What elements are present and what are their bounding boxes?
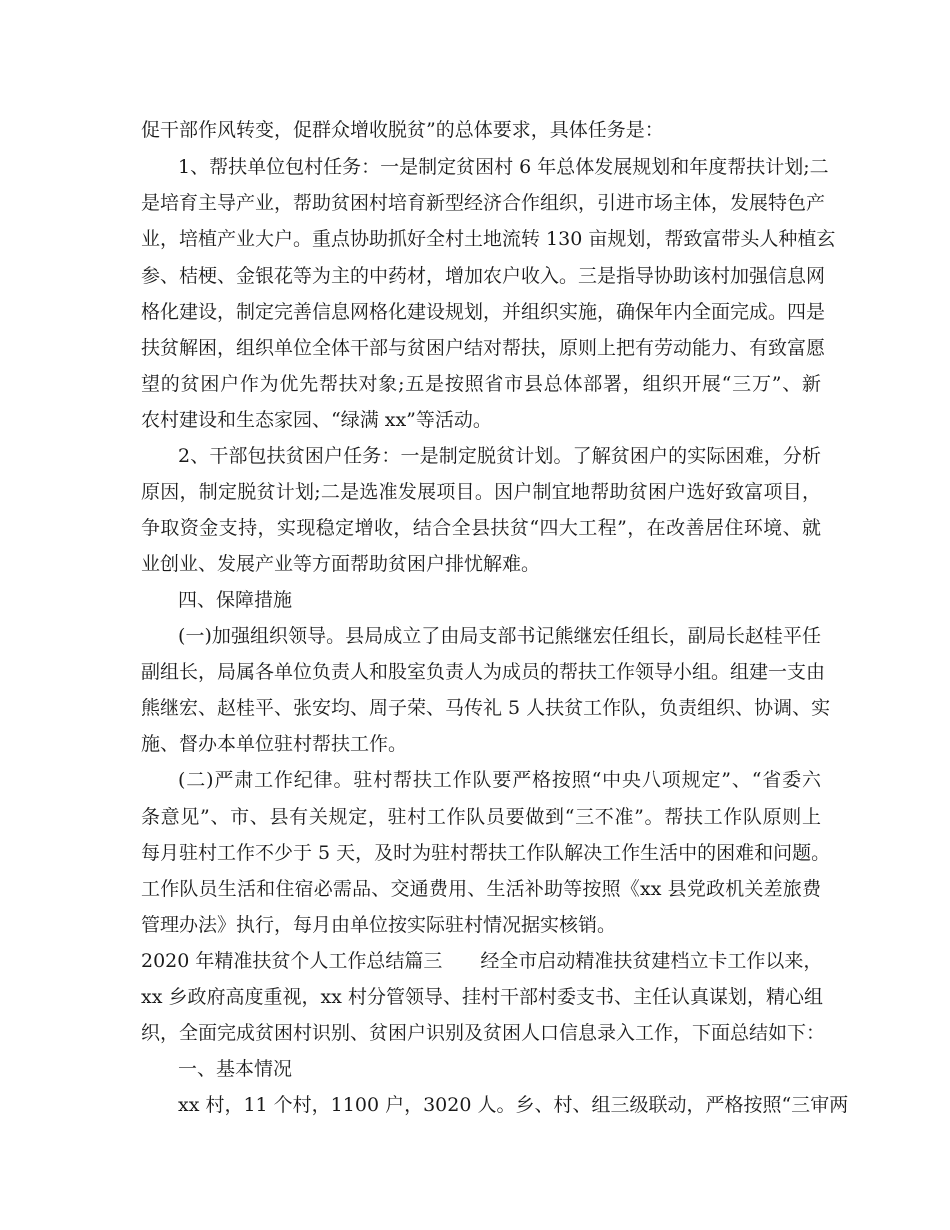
text-line: 扶贫解困，组织单位全体干部与贫困户结对帮扶，原则上把有劳动能力、有致富愿 xyxy=(141,337,826,359)
text-line: 原因，制定脱贫计划;二是选准发展项目。因户制宜地帮助贫困户选好致富项目， xyxy=(141,481,821,503)
text-line: xx 村，11 个村，1100 户，3020 人。乡、村、组三级联动，严格按照“三审两 xyxy=(178,1094,849,1116)
text-line: 格化建设，制定完善信息网格化建设规划，并组织实施，确保年内全面完成。四是 xyxy=(141,301,826,323)
text-line: 农村建设和生态家园、“绿满 xx”等活动。 xyxy=(141,409,492,431)
text-line: 参、桔梗、金银花等为主的中药材，增加农户收入。三是指导协助该村加强信息网 xyxy=(141,265,826,287)
text-line: 1、帮扶单位包村任务：一是制定贫困村 6 年总体发展规划和年度帮扶计划;二 xyxy=(178,156,829,178)
text-line: 业，培植产业大户。重点协助抓好全村土地流转 130 亩规划，帮致富带头人种植玄 xyxy=(141,228,836,250)
text-line: 每月驻村工作不少于 5 天，及时为驻村帮扶工作队解决工作生活中的困难和问题。 xyxy=(141,842,831,864)
text-line: 织，全面完成贫困村识别、贫困户识别及贫困人口信息录入工作，下面总结如下： xyxy=(141,1022,826,1044)
text-line: 工作队员生活和住宿必需品、交通费用、生活补助等按照《xx 县党政机关差旅费 xyxy=(141,878,821,900)
text-line: 望的贫困户作为优先帮扶对象;五是按照省市县总体部署，组织开展“三万”、新 xyxy=(141,373,821,395)
text-line: 争取资金支持，实现稳定增收，结合全县扶贫“四大工程”，在改善居住环境、就 xyxy=(141,517,821,539)
text-line: 熊继宏、赵桂平、张安均、周子荣、马传礼 5 人扶贫工作队，负责组织、协调、实 xyxy=(141,697,831,719)
text-line: (一)加强组织领导。县局成立了由局支部书记熊继宏任组长，副局长赵桂平任 xyxy=(178,625,821,647)
text-line: 是培育主导产业，帮助贫困村培育新型经济合作组织，引进市场主体，发展特色产 xyxy=(141,192,826,214)
text-line: 副组长，局属各单位负责人和股室负责人为成员的帮扶工作领导小组。组建一支由 xyxy=(141,661,826,683)
text-line: 2020 年精准扶贫个人工作总结篇三 经全市启动精准扶贫建档立卡工作以来， xyxy=(141,950,823,972)
section-heading: 一、基本情况 xyxy=(178,1058,293,1080)
text-line: 条意见”、市、县有关规定，驻村工作队员要做到“三不准”。帮扶工作队原则上 xyxy=(141,806,821,828)
text-line: 管理办法》执行，每月由单位按实际驻村情况据实核销。 xyxy=(141,914,617,936)
text-line: 施、督办本单位驻村帮扶工作。 xyxy=(141,733,408,755)
text-line: xx 乡政府高度重视，xx 村分管领导、挂村干部村委支书、主任认真谋划，精心组 xyxy=(141,986,823,1008)
text-line: 促干部作风转变，促群众增收脱贫”的总体要求，具体任务是： xyxy=(141,119,664,141)
section-heading: 四、保障措施 xyxy=(178,589,293,611)
text-line: 业创业、发展产业等方面帮助贫困户排忧解难。 xyxy=(141,553,541,575)
text-line: (二)严肃工作纪律。驻村帮扶工作队要严格按照“中央八项规定”、“省委六 xyxy=(178,769,821,791)
text-line: 2、干部包扶贫困户任务：一是制定脱贫计划。了解贫困户的实际困难，分析 xyxy=(178,445,821,467)
